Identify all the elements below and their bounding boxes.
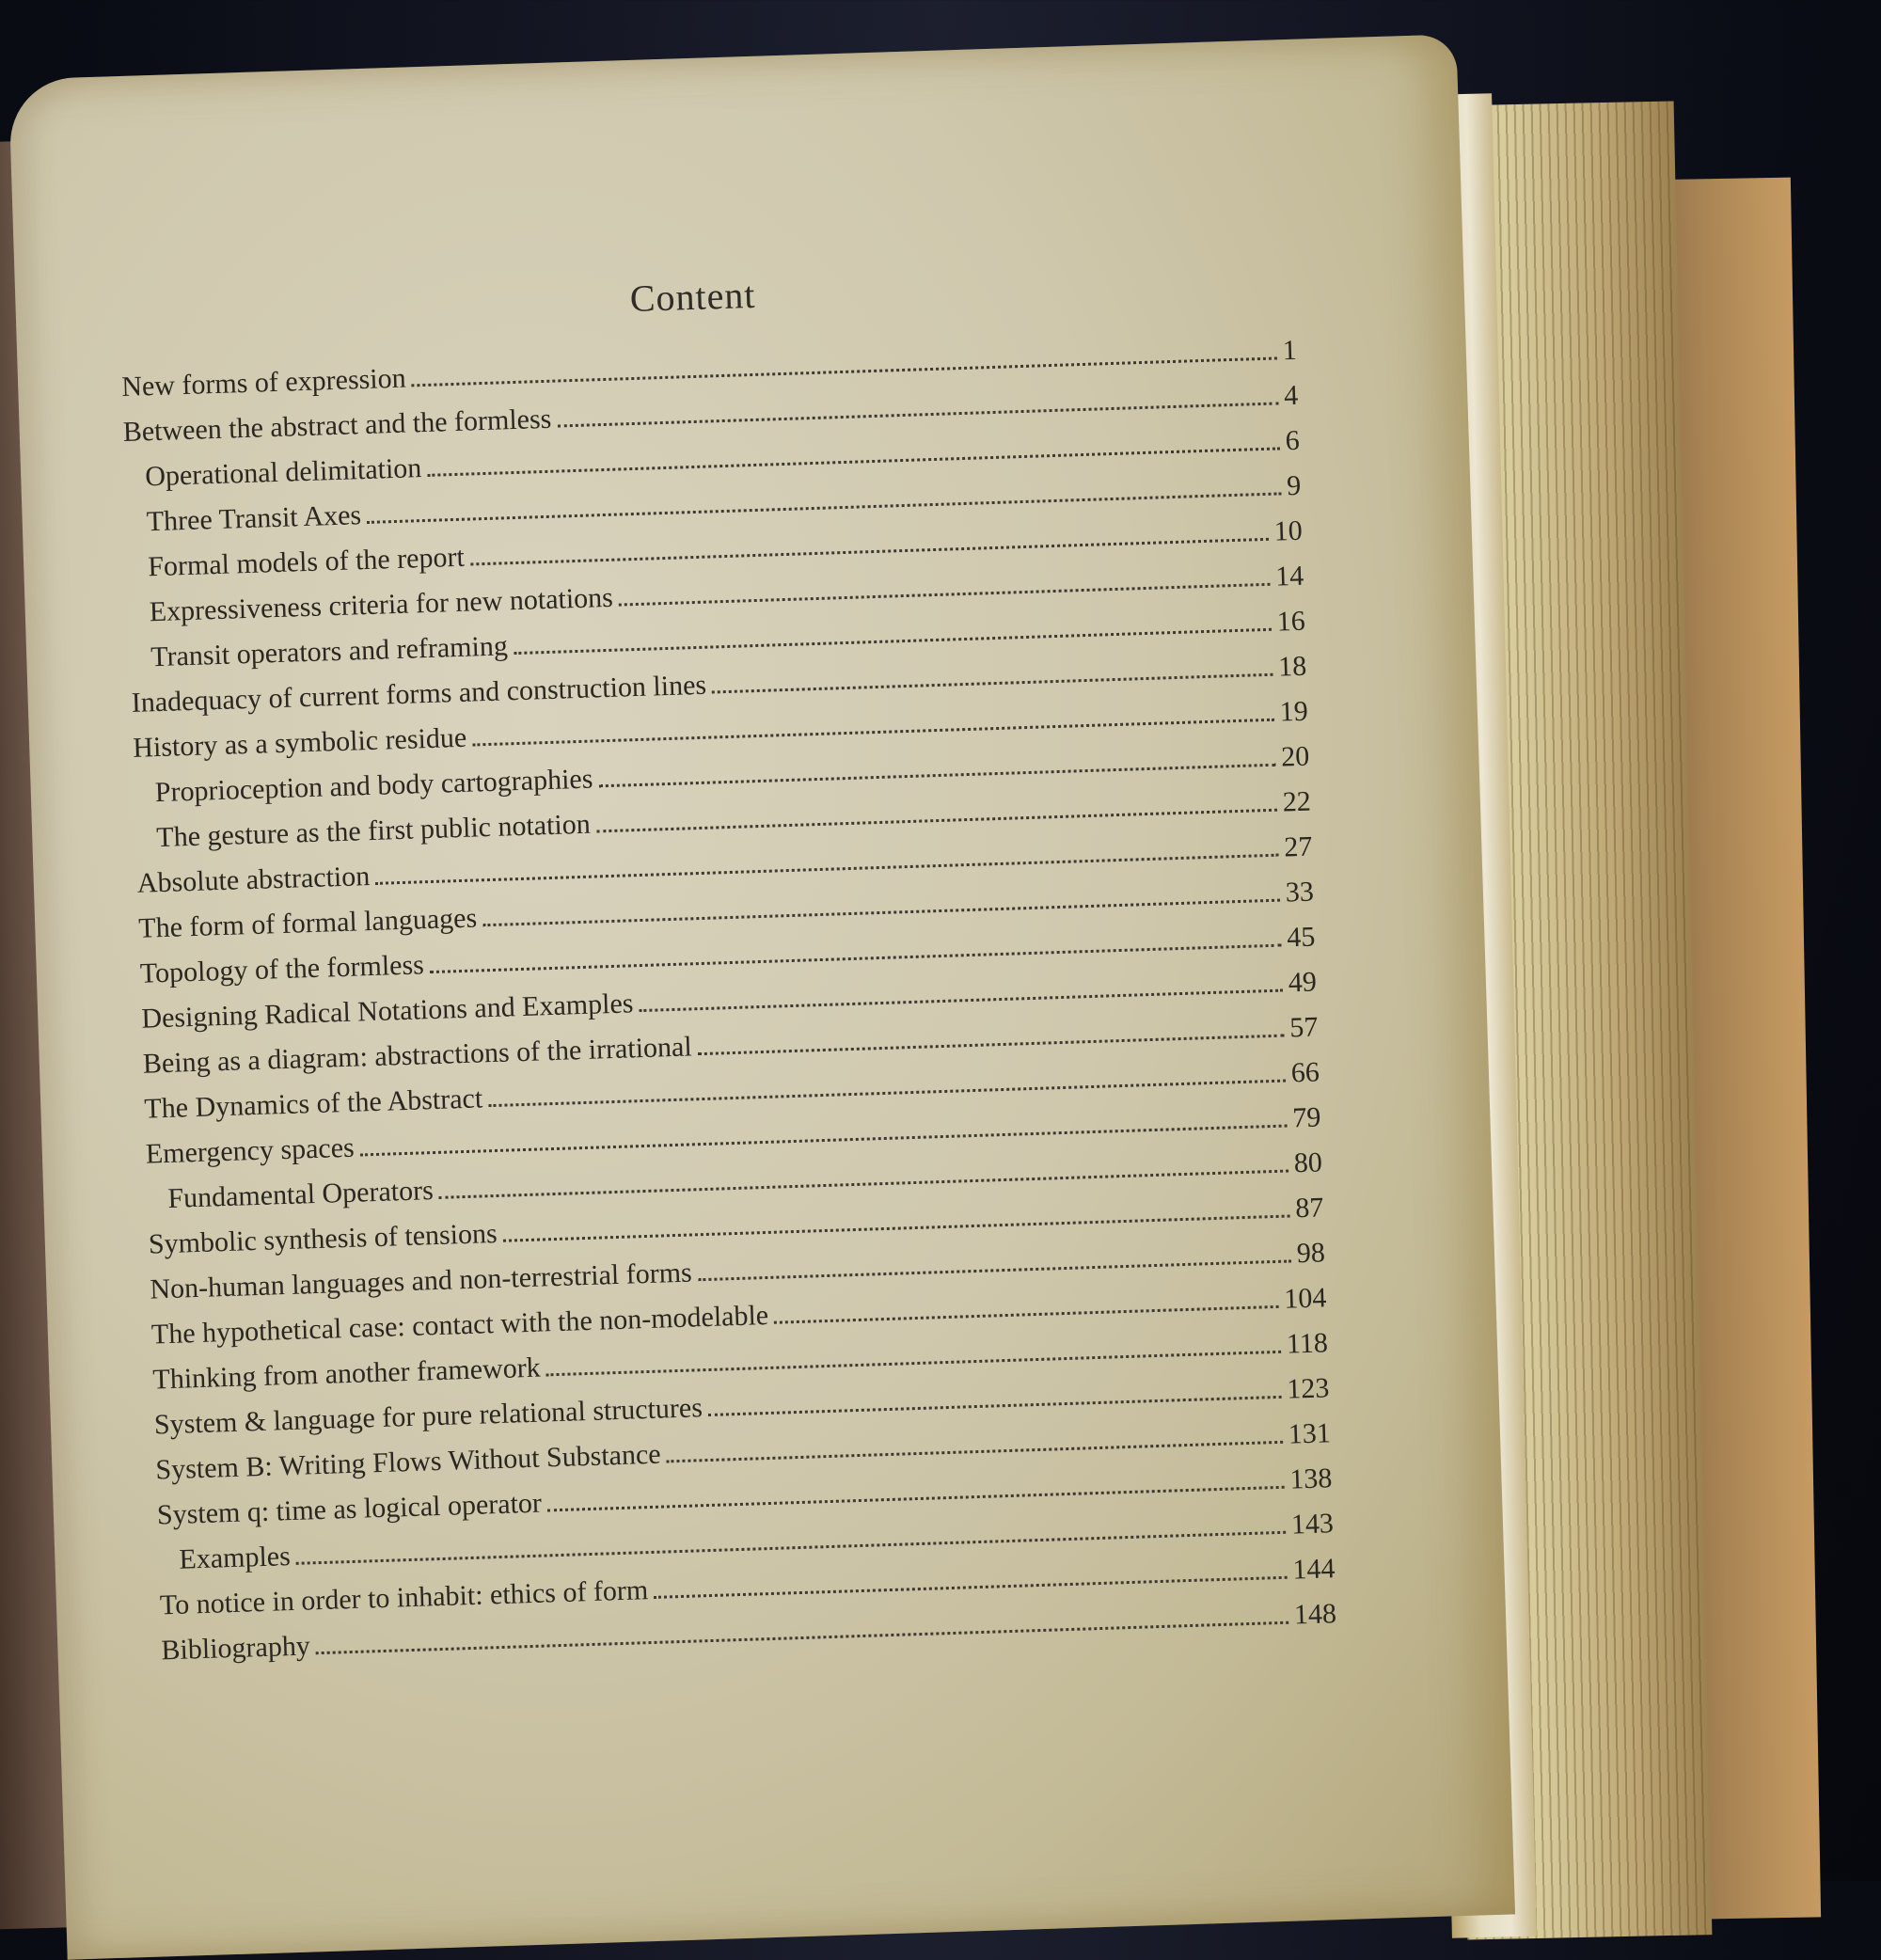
toc-entry-title: Emergency spaces [145, 1131, 356, 1170]
toc-entry-page-number: 4 [1283, 379, 1299, 412]
toc-entry-page-number: 66 [1290, 1056, 1320, 1089]
toc-entry-page-number: 18 [1277, 650, 1307, 683]
toc-entry-title: System & language for pure relational structures [153, 1392, 703, 1441]
toc-entry-title: Between the abstract and the formless [122, 403, 552, 449]
toc-entry-title: The hypothetical case: contact with the non-modelable [150, 1299, 769, 1351]
toc-entry-title: The gesture as the first public notation [155, 808, 592, 854]
toc-entry-page-number: 87 [1294, 1192, 1324, 1225]
toc-entry-page-number: 118 [1286, 1327, 1329, 1360]
toc-entry-page-number: 57 [1288, 1011, 1319, 1044]
toc-entry-page-number: 131 [1288, 1417, 1332, 1450]
toc-entry-page-number: 33 [1285, 876, 1315, 909]
toc-entry-title: Symbolic synthesis of tensions [148, 1217, 498, 1260]
toc-entry-title: New forms of expression [120, 362, 407, 403]
page-title: Content [629, 273, 757, 321]
toc-entry-title: Designing Radical Notations and Examples [140, 988, 634, 1035]
toc-entry-page-number: 104 [1283, 1282, 1327, 1315]
toc-entry-title: Being as a diagram: abstractions of the irrational [142, 1031, 693, 1080]
toc-entry-title: Fundamental Operators [166, 1175, 435, 1214]
toc-entry-title: Bibliography [160, 1630, 311, 1667]
toc-entry-page-number: 9 [1286, 469, 1302, 502]
toc-entry-page-number: 144 [1291, 1553, 1336, 1586]
toc-entry-title: Topology of the formless [139, 949, 425, 989]
toc-entry-page-number: 19 [1279, 695, 1309, 728]
toc-entry-page-number: 14 [1274, 560, 1304, 593]
toc-entry-page-number: 123 [1286, 1372, 1330, 1405]
toc-entry-title: To notice in order to inhabit: ethics of form [159, 1574, 649, 1621]
toc-entry-page-number: 49 [1288, 966, 1318, 999]
toc-entry-page-number: 16 [1276, 605, 1306, 638]
toc-entry-title: Proprioception and body cartographies [154, 763, 593, 809]
toc-entry-title: Non-human languages and non-terrestrial forms [149, 1257, 693, 1305]
toc-entry-title: The Dynamics of the Abstract [143, 1083, 483, 1125]
toc-entry-page-number: 10 [1273, 514, 1304, 547]
toc-entry-page-number: 79 [1291, 1101, 1321, 1134]
book-page [8, 34, 1515, 1959]
toc-entry-page-number: 22 [1282, 785, 1312, 818]
toc-entry-page-number: 138 [1288, 1462, 1333, 1495]
toc-entry-page-number: 6 [1285, 424, 1301, 457]
toc-entry-page-number: 80 [1293, 1146, 1323, 1179]
toc-entry-title: Absolute abstraction [136, 861, 371, 899]
table-of-contents [120, 322, 1336, 1668]
toc-entry-title: Expressiveness criteria for new notations [149, 581, 614, 628]
toc-entry-page-number: 27 [1283, 830, 1313, 863]
toc-entry-page-number: 20 [1280, 740, 1310, 773]
toc-entry-page-number: 45 [1286, 921, 1316, 954]
toc-entry-title: System B: Writing Flows Without Substance [154, 1438, 662, 1486]
toc-entry-page-number: 148 [1293, 1598, 1337, 1631]
page-content [8, 34, 1515, 1959]
toc-entry-title: History as a symbolic residue [132, 721, 467, 764]
toc-entry-title: Thinking from another framework [151, 1351, 542, 1396]
toc-entry-title: The form of formal languages [137, 902, 478, 944]
toc-entry-title: Operational delimitation [144, 452, 422, 493]
toc-entry-title: Three Transit Axes [146, 499, 362, 538]
toc-entry-title: System q: time as logical operator [156, 1487, 543, 1531]
dot-leader [316, 1620, 1288, 1654]
toc-entry-title: Inadequacy of current forms and construction lines [131, 669, 707, 719]
toc-entry-page-number: 1 [1282, 334, 1298, 367]
toc-entry-page-number: 98 [1296, 1237, 1326, 1270]
toc-entry-page-number: 143 [1290, 1508, 1335, 1541]
toc-entry-title: Examples [178, 1541, 292, 1575]
toc-entry-title: Formal models of the report [147, 541, 466, 583]
toc-entry-title: Transit operators and reframing [150, 630, 509, 673]
